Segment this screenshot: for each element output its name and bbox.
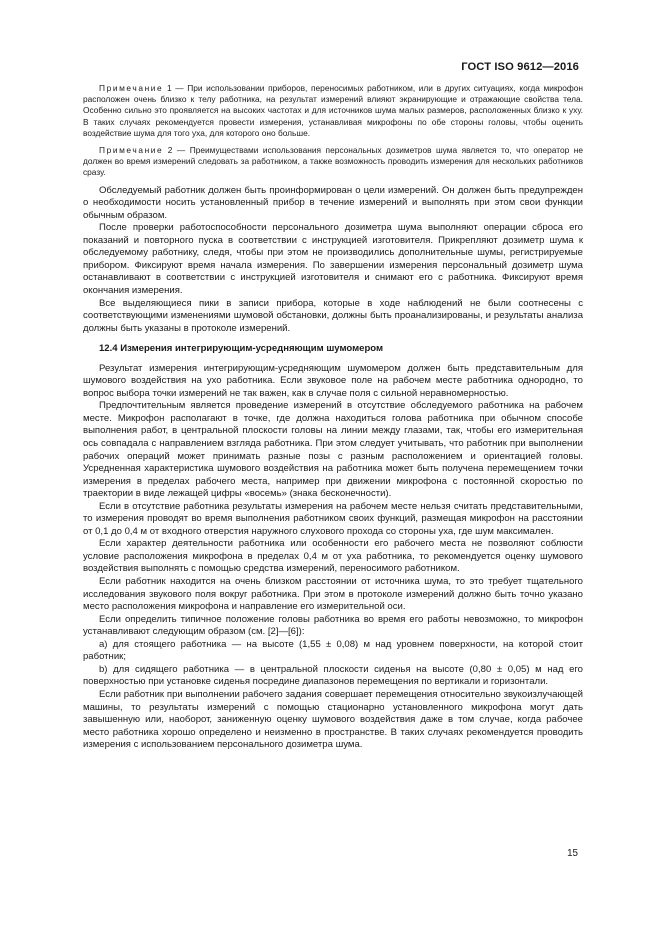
- note-text: Преимуществами использования персональных дозиметров шума является то, что оператор не должен во время измерений следовать за работником, а также возможность проводить измерения для нескольких работников сразу.: [83, 145, 583, 178]
- page-number: 15: [567, 848, 578, 859]
- paragraph: Если работник находится на очень близком расстоянии от источника шума, то это требует тщательного исследования звукового поля вокруг работника. При этом в протоколе измерений должно быть точно указано место расположения микрофона и направление его измерительной оси.: [83, 576, 583, 613]
- section-heading: 12.4 Измерения интегрирующим-усредняющим шумомером: [99, 343, 384, 355]
- list-item: b) для сидящего работника — в центральной плоскости сиденья на высоте (0,80 ± 0,05) м над его поверхностью при установке сиденья посредине диапазонов перемещения по вертикали и горизонтали.: [83, 663, 583, 688]
- paragraph: Если определить типичное положение головы работника во время его работы невозможно, то микрофон устанавливают следующим образом (см. [2]—[6]):: [83, 613, 583, 638]
- paragraph: Если характер деятельности работника или особенности его рабочего места не позволяют соблюсти условие расположения микрофона в пределах 0,4 м от уха работника, то рекомендуется оценку шумового воздействия выполнять с помощью средства измерений, переносимого работником.: [83, 538, 583, 575]
- note-1: [83, 83, 583, 139]
- paragraph: Предпочтительным является проведение измерений в отсутствие обследуемого работника на рабочем месте. Микрофон располагают в точке, где должна находиться голова работника при обычном способе выполнения работ, в центральной плоскости головы на линии между глазами, так, чтобы его измерительная ось совпадала с направлением взгляда работника. При этом следует учитывать, что работник при выполнении рабочих операций может принимать разные позы с разным расположением и ориентацией головы. Усредненная характеристика шумового воздействия на работника может быть получена перемещением точки измерения в пределах рабочего места, например при движении микрофона с постоянной скоростью по траектории в виде лежащей цифры «восемь» (знака бесконечности).: [83, 400, 583, 500]
- list-item: а) для стоящего работника — на высоте (1,55 ± 0,08) м над уровнем поверхности, на которой стоит работник;: [83, 638, 583, 663]
- paragraph: Все выделяющиеся пики в записи прибора, которые в ходе наблюдений не были соотнесены с соответствующими изменениями шумовой обстановки, должны быть проанализированы, и результаты анализа должны быть указаны в протоколе измерений.: [83, 297, 583, 334]
- paragraph: Если в отсутствие работника результаты измерения на рабочем месте нельзя считать представительными, то измерения проводят во время выполнения работником своих функций, размещая микрофон на расстоянии от 0,1 до 0,4 м от входного отверстия наружного слухового прохода со стороны уха, где шум максимален.: [83, 500, 583, 537]
- paragraph: После проверки работоспособности персонального дозиметра шума выполняют операции сброса его показаний и повторного пуска в соответствии с инструкцией изготовителя. Прикрепляют дозиметр шума к обследуемому работнику, следя, чтобы при этом не производились дополнительные шумы, регистрируемые прибором. Фиксируют время начала измерения. По завершении измерения персональный дозиметр шума останавливают в соответствии с инструкцией изготовителя и снимают его с работника. Фиксируют время окончания измерения.: [83, 222, 583, 296]
- note-label: Примечание: [99, 145, 164, 156]
- note-label: Примечание: [99, 83, 164, 93]
- note-2: [83, 145, 583, 179]
- body-content: [83, 83, 583, 752]
- paragraph: Если работник при выполнении рабочего задания совершает перемещения относительно звукоизлучающей машины, то результаты измерений с помощью стационарно установленного микрофона могут дать завышенную или, наоборот, заниженную оценку шумового воздействия даже в том случае, когда рабочее место работника хорошо определено и неизменно в пространстве. В таких случаях рекомендуется проводить измерения с использованием персонального дозиметра шума.: [83, 688, 583, 751]
- paragraph: Обследуемый работник должен быть проинформирован о цели измерений. Он должен быть предупрежден о необходимости носить установленный прибор в течение измерений и выполнять при этом свои функции обычным образом.: [83, 184, 583, 221]
- note-number: 2 —: [163, 145, 190, 156]
- note-text: При использовании приборов, переносимых работником, или в других ситуациях, когда микрофон расположен очень близко к телу работника, на результат измерений влияют экранирующие и отражающие свойства тела. Особенно сильно это проявляется на высоких частотах и для источников шума малых размеров, расположенных близко к уху. В таких случаях рекомендуется провести измерения, устанавливая микрофоны по обе стороны головы, чтобы оценить воздействие шума для того уха, для которого оно больше.: [83, 83, 583, 138]
- standard-header: ГОСТ ISO 9612—2016: [461, 61, 579, 73]
- paragraph: Результат измерения интегрирующим-усредняющим шумомером должен быть представительным для шумового воздействия на ухо работника. Если звуковое поле на рабочем месте работника однородно, то вопрос выбора точки измерений не так важен, как в случае поля с сильной неравномерностью.: [83, 362, 583, 399]
- note-number: 1 —: [163, 83, 188, 93]
